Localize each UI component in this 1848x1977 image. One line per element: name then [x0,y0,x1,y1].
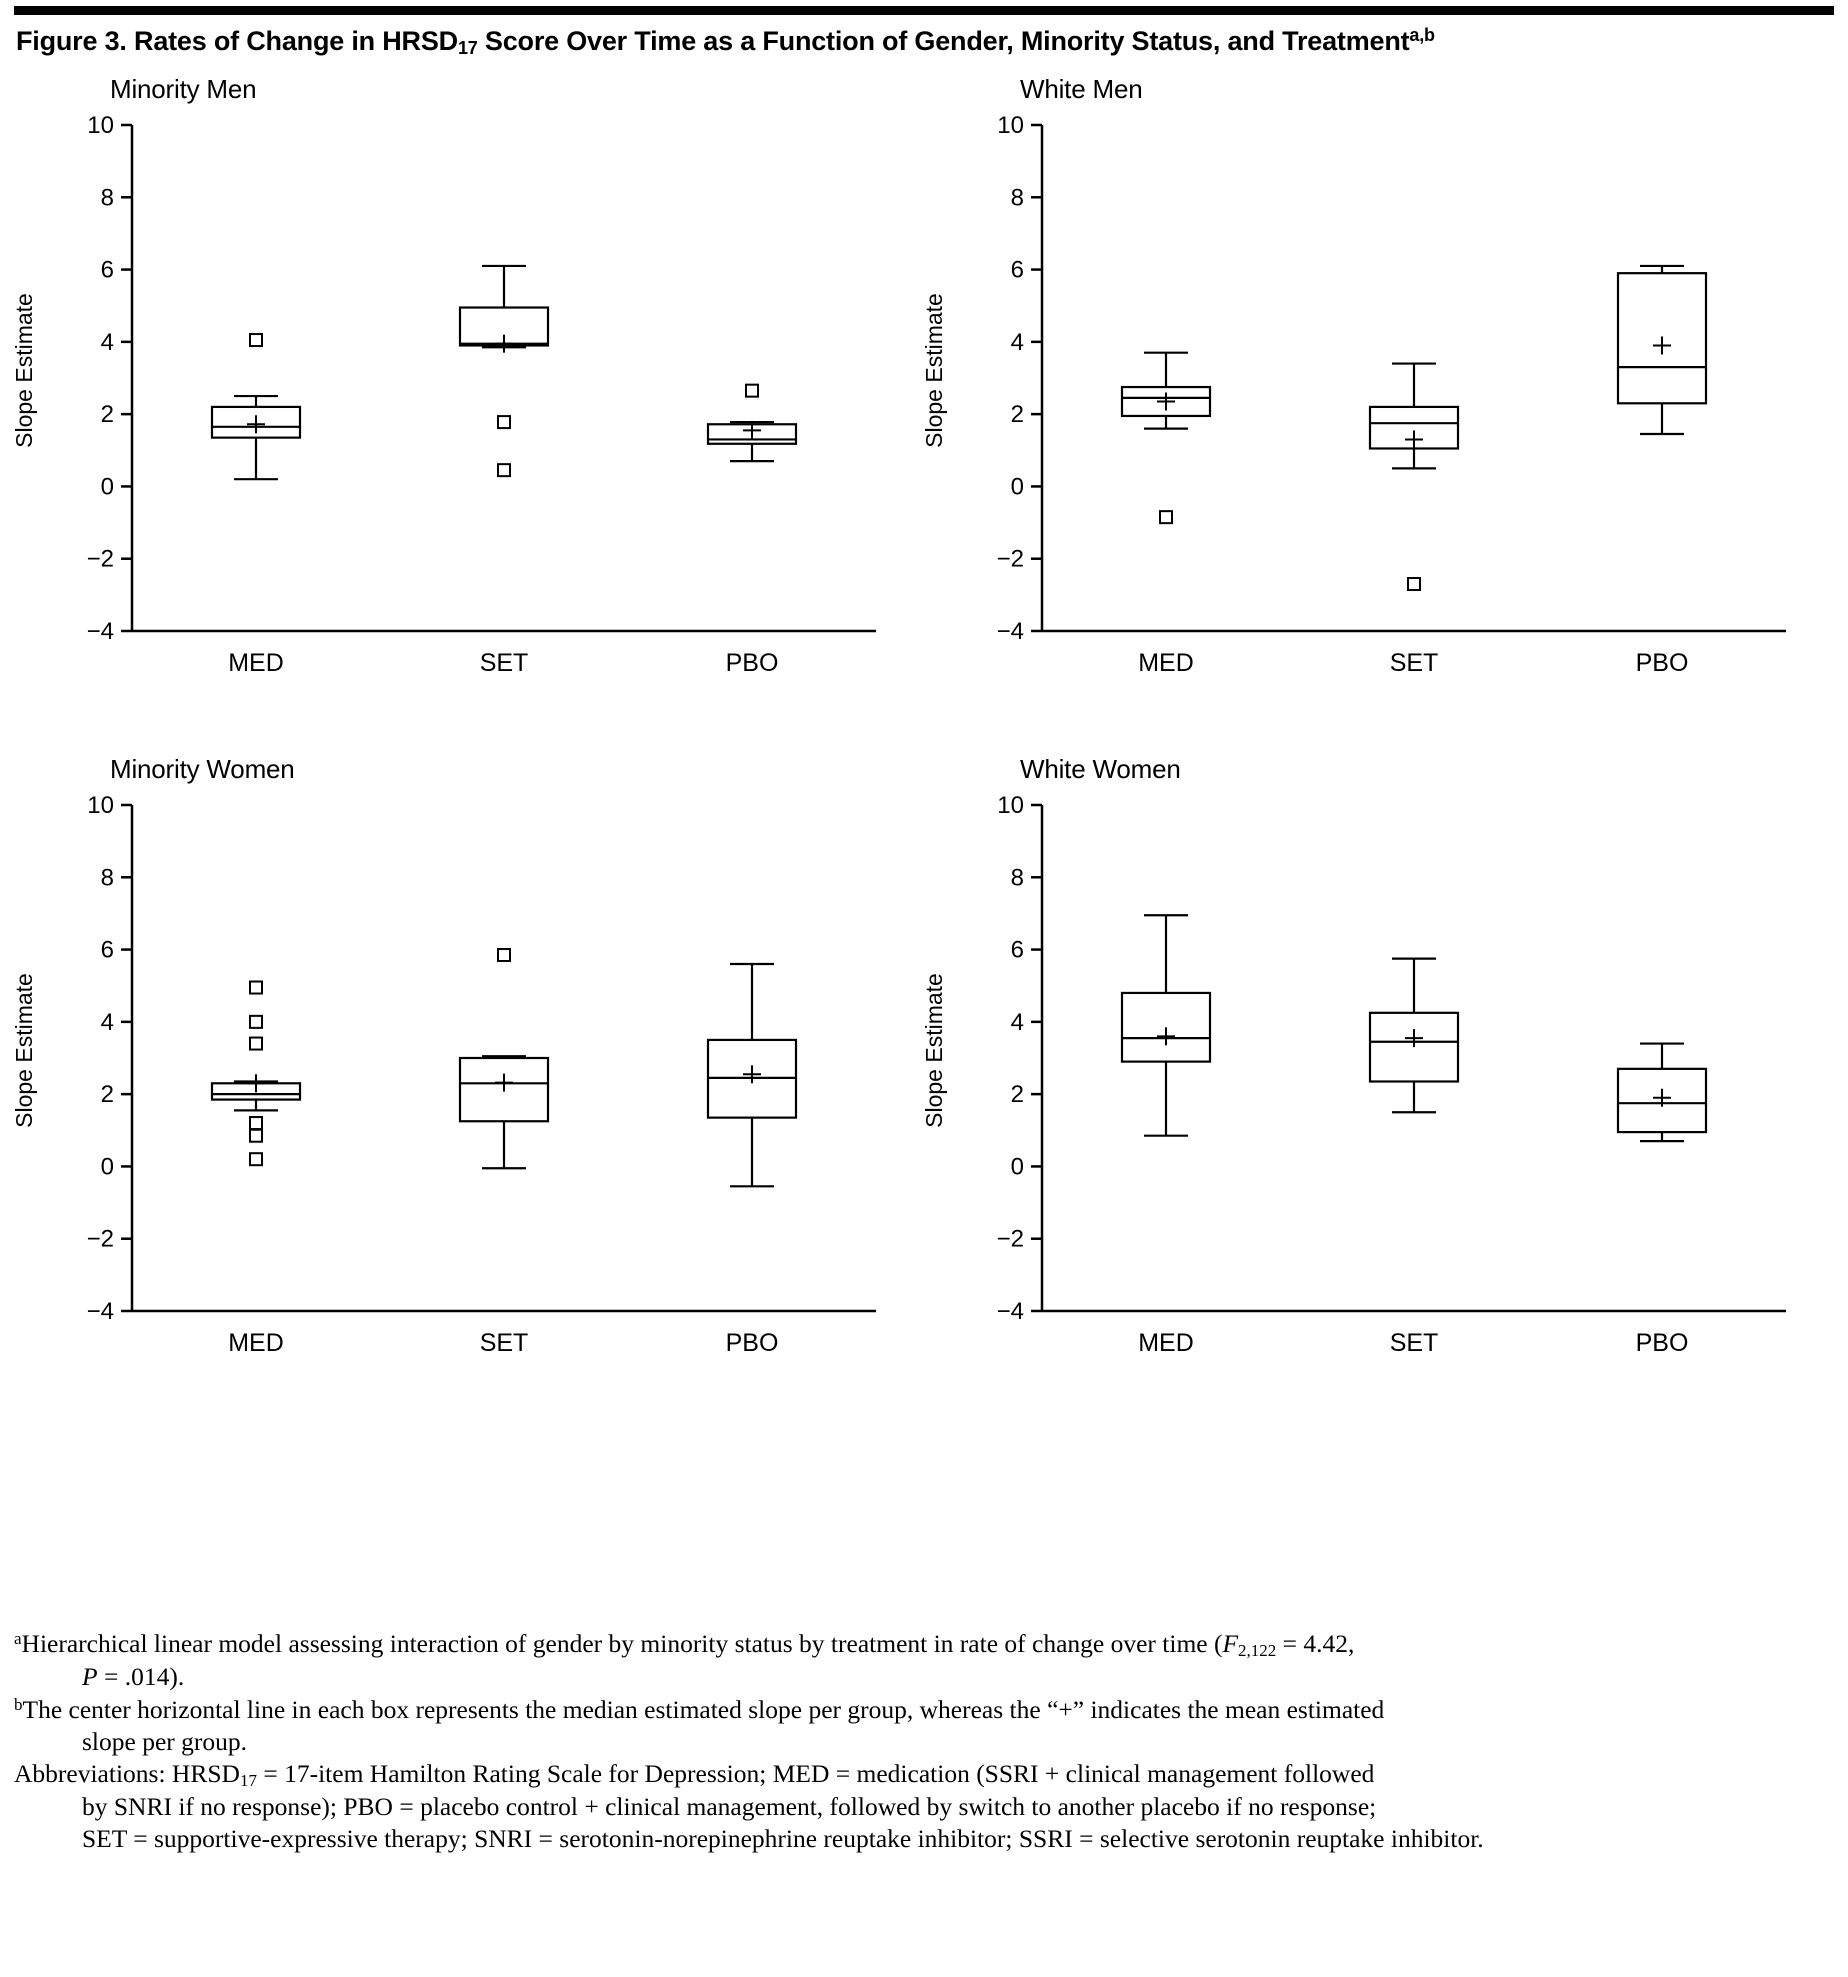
box-iqr [1370,1012,1458,1081]
y-tick-label: 0 [1010,473,1024,501]
outlier-marker [250,1015,262,1027]
x-tick-label: PBO [725,648,779,677]
boxplot-svg [924,111,1804,691]
x-tick-label: SET [479,648,529,677]
abbrev-sub: 17 [239,1770,257,1790]
panel-title: White Men [1020,73,1143,104]
abbrev-label: Abbreviations: HRSD [14,1758,240,1788]
y-tick-label: 8 [1010,863,1024,891]
y-axis-label: Slope Estimate [920,973,947,1128]
y-tick-label: 10 [997,791,1024,819]
figure-title-footnote-markers: a,b [1409,25,1435,45]
y-tick-label: 6 [1010,936,1024,964]
box-group-MED [212,981,300,1165]
footnote-b-text2: slope per group. [82,1726,248,1756]
y-tick-label: 0 [100,1153,114,1181]
x-tick-label: PBO [725,1328,779,1357]
x-tick-label: SET [1389,1328,1439,1357]
y-tick-label: 4 [1010,1008,1024,1036]
box-group-SET [460,949,548,1168]
outlier-marker [250,1153,262,1165]
y-tick-label: 8 [1010,183,1024,211]
y-tick-label: −4 [996,1297,1024,1325]
panel-title: White Women [1020,753,1181,784]
y-tick-label: 4 [100,328,114,356]
figure-title-subscript: 17 [457,38,478,58]
footnote-a-f: F [1222,1629,1239,1658]
figure-title [14,25,1834,60]
panel-title: Minority Men [110,73,257,104]
figure-title-prefix: Figure 3. Rates of Change in HRSD [16,26,458,56]
footnote-b-marker: b [14,1694,23,1714]
y-tick-label: 2 [100,1080,114,1108]
plot-area-white-men [920,111,1804,691]
boxplot-svg [14,791,894,1371]
panel-white-men [920,73,1804,714]
y-tick-label: 2 [100,400,114,428]
box-group-PBO [1618,1043,1706,1141]
y-tick-label: 8 [100,183,114,211]
box-group-SET [1370,363,1458,589]
footnote-a-p: P [82,1662,98,1692]
plot-area-minority-women [10,791,894,1371]
footnote-a-f-sub: 2,122 [1238,1641,1277,1660]
outlier-marker [250,334,262,346]
outlier-marker [498,464,510,476]
box-group-SET [1370,958,1458,1112]
y-tick-label: 6 [100,936,114,964]
outlier-marker [250,1129,262,1141]
box-group-MED [1122,352,1210,522]
x-tick-label: MED [1138,1328,1194,1357]
footnote-a-marker: a [14,1629,22,1648]
y-tick-label: −2 [996,545,1024,573]
abbrev-line3: SET = supportive-expressive therapy; SNRI = serotonin-norepinephrine reuptake inhibitor; SSRI = selective serotonin reuptake inhibitor. [82,1824,1484,1854]
outlier-marker [250,981,262,993]
box-group-MED [212,334,300,479]
y-tick-label: 2 [1010,1080,1024,1108]
y-tick-label: −2 [996,1225,1024,1253]
y-axis-label: Slope Estimate [10,973,37,1128]
outlier-marker [250,1037,262,1049]
box-group-PBO [708,964,796,1186]
abbrev-line1: = 17-item Hamilton Rating Scale for Depression; MED = medication (SSRI + clinical management followed [256,1758,1375,1788]
figure-footnotes [14,1628,1834,1855]
outlier-marker [498,949,510,961]
y-tick-label: −2 [86,545,114,573]
x-tick-label: SET [1389,648,1439,677]
y-axis-label: Slope Estimate [10,293,37,448]
y-tick-label: 6 [100,256,114,284]
figure-page [0,6,1848,1977]
y-tick-label: −4 [996,617,1024,645]
footnote-a-p-val: = .014). [97,1662,185,1692]
box-group-MED [1122,915,1210,1135]
y-tick-label: −2 [86,1225,114,1253]
x-tick-label: PBO [1635,648,1689,677]
outlier-marker [1160,511,1172,523]
panel-grid [10,73,1834,1404]
plot-area-minority-men [10,111,894,691]
y-tick-label: 4 [1010,328,1024,356]
abbrev-line2: by SNRI if no response); PBO = placebo control + clinical management, followed by switch to another placebo if no response; [82,1792,1377,1822]
footnote-a [14,1628,1834,1694]
x-tick-label: MED [228,648,284,677]
x-tick-label: PBO [1635,1328,1689,1357]
footnote-a-text: Hierarchical linear model assessing interaction of gender by minority status by treatment in rate of change over time ( [21,1629,1223,1658]
top-rule [14,6,1834,15]
outlier-marker [498,416,510,428]
outlier-marker [250,1117,262,1129]
y-tick-label: −4 [86,617,114,645]
abbreviations [14,1758,1834,1856]
panel-minority-women [10,753,894,1394]
plot-area-white-women [920,791,1804,1371]
panel-minority-men [10,73,894,714]
y-tick-label: 8 [100,863,114,891]
footnote-b [14,1694,1834,1758]
figure-title-rest: Score Over Time as a Function of Gender, Minority Status, and Treatment [477,26,1410,56]
boxplot-svg [924,791,1804,1371]
panel-title: Minority Women [110,753,295,784]
x-tick-label: MED [1138,648,1194,677]
panel-white-women [920,753,1804,1394]
y-tick-label: 10 [87,111,114,139]
box-group-PBO [708,384,796,460]
outlier-marker [746,384,758,396]
x-tick-label: SET [479,1328,529,1357]
y-tick-label: 10 [87,791,114,819]
y-tick-label: −4 [86,1297,114,1325]
y-tick-label: 4 [100,1008,114,1036]
footnote-b-text: The center horizontal line in each box represents the median estimated slope per group, whereas the “+” indicates the mean estimated [22,1694,1385,1724]
box-group-PBO [1618,266,1706,434]
y-tick-label: 0 [1010,1153,1024,1181]
y-tick-label: 0 [100,473,114,501]
x-tick-label: MED [228,1328,284,1357]
box-group-SET [460,266,548,476]
y-tick-label: 10 [997,111,1024,139]
footnote-a-f-val: = 4.42, [1276,1629,1355,1658]
y-axis-label: Slope Estimate [920,293,947,448]
box-iqr [1122,993,1210,1062]
y-tick-label: 2 [1010,400,1024,428]
y-tick-label: 6 [1010,256,1024,284]
boxplot-svg [14,111,894,691]
outlier-marker [1408,578,1420,590]
